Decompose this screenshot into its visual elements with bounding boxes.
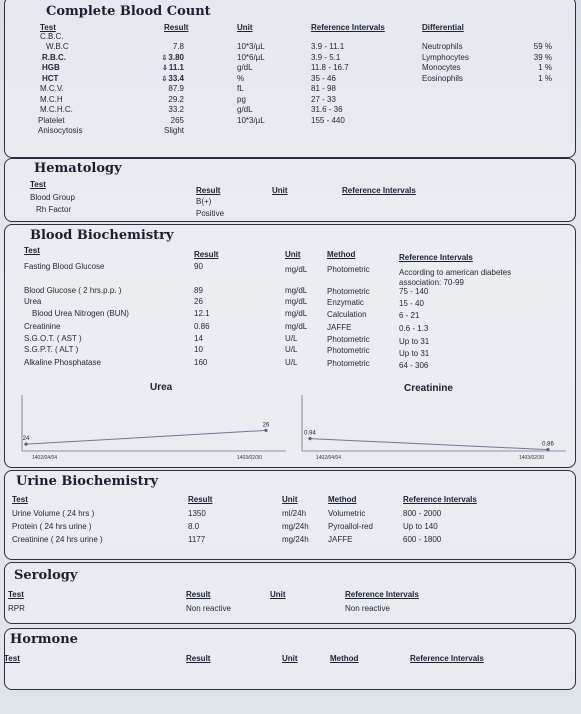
- hematology-blood-group-result: B(+): [196, 197, 212, 206]
- urine-unit: mg/24h: [282, 522, 309, 531]
- cbc-result-value: [152, 105, 184, 114]
- hormone-header-result: Result: [186, 654, 211, 663]
- fasting-glucose-ref-line1: According to american diabetes: [399, 268, 512, 277]
- chart-data-point: [546, 448, 549, 451]
- biochem-reference-interval: 75 - 140: [399, 287, 429, 296]
- differential-value: 1 %: [538, 63, 552, 72]
- biochem-reference-interval: 64 - 306: [399, 361, 429, 370]
- chart-data-label: 0.94: [304, 430, 316, 437]
- biochem-reference-interval: Up to 31: [399, 337, 430, 346]
- hematology-header-unit: Unit: [272, 186, 288, 195]
- serology-rpr-ref: Non reactive: [345, 604, 390, 613]
- biochem-result-value: 12.1: [194, 309, 210, 318]
- cbc-test-label: W.B.C: [46, 42, 69, 51]
- biochem-test-label: Blood Glucose ( 2 hrs.p.p. ): [24, 286, 122, 295]
- cbc-reference-interval: 81 - 98: [311, 84, 336, 93]
- biochem-unit: U/L: [285, 334, 298, 343]
- cbc-unit: %: [237, 73, 245, 83]
- biochem-method: Calculation: [327, 310, 367, 319]
- biochem-result-value: 10: [194, 345, 203, 354]
- chart-series-line: [310, 439, 548, 450]
- hematology-blood-group-label: Blood Group: [30, 193, 75, 202]
- chart-series-line: [26, 430, 266, 444]
- cbc-header-unit: Unit: [237, 23, 253, 32]
- chart-data-label: 26: [262, 422, 270, 429]
- cbc-test-label: Platelet: [38, 115, 65, 125]
- urine-header-method: Method: [328, 495, 357, 504]
- cbc-result-text: 33.2: [168, 105, 184, 114]
- low-flag-icon: ⇩: [161, 75, 168, 83]
- biochem-reference-interval: 0.6 - 1.3: [399, 324, 429, 333]
- biochem-method: Photometric: [327, 287, 370, 296]
- cbc-result-value: [152, 53, 184, 62]
- hematology-rh-factor-label: Rh Factor: [36, 205, 72, 214]
- cbc-result-text: 7.8: [172, 42, 184, 51]
- fasting-glucose-label: Fasting Blood Glucose: [24, 262, 105, 271]
- urine-unit: mg/24h: [282, 535, 309, 544]
- fasting-glucose-unit: mg/dL: [285, 265, 308, 274]
- biochem-header-unit: Unit: [285, 250, 301, 259]
- cbc-result-text: 87.9: [168, 84, 184, 93]
- biochem-result-value: 14: [194, 334, 203, 343]
- biochem-method: JAFFE: [327, 323, 352, 332]
- hematology-title: Hematology: [34, 161, 122, 176]
- cbc-result-text: 3.80: [168, 52, 184, 62]
- chart-x-tick-label: 1402/04/04: [32, 455, 58, 461]
- cbc-unit: g/dL: [237, 63, 253, 72]
- cbc-unit: g/dL: [237, 105, 253, 114]
- cbc-test-label: Anisocytosis: [38, 126, 83, 135]
- urine-header-unit: Unit: [282, 495, 298, 504]
- cbc-test-label: M.C.H.C.: [40, 105, 73, 114]
- serology-rpr-label: RPR: [8, 604, 25, 613]
- differential-value: 39 %: [533, 52, 552, 62]
- cbc-test-label: HGB: [42, 63, 60, 72]
- cbc-test-label: M.C.V.: [40, 84, 64, 93]
- biochem-method: Photometric: [327, 359, 370, 368]
- chart-x-tick-label: 1402/04/04: [316, 455, 342, 461]
- hormone-header-test: Test: [4, 654, 20, 663]
- cbc-reference-interval: 155 - 440: [311, 115, 345, 125]
- cbc-reference-interval: 11.8 - 16.7: [311, 63, 349, 72]
- chart-data-point: [264, 429, 267, 432]
- cbc-result-text: 265: [170, 115, 184, 125]
- biochem-unit: mg/dL: [285, 286, 308, 295]
- biochem-header-method: Method: [327, 250, 356, 259]
- biochem-test-label: S.G.O.T. ( AST ): [24, 334, 82, 343]
- biochem-test-label: S.G.P.T. ( ALT ): [24, 345, 79, 354]
- urine-method: Volumetric: [328, 509, 366, 518]
- urine-unit: ml/24h: [282, 509, 307, 518]
- creatinine-chart: [300, 395, 570, 465]
- cbc-test-label: R.B.C.: [42, 52, 66, 62]
- cbc-section: [4, 0, 576, 158]
- urine-result-value: 1177: [188, 535, 206, 544]
- cbc-unit: pg: [237, 94, 246, 104]
- biochem-result-value: 26: [194, 297, 203, 306]
- biochem-test-label: Creatinine: [24, 322, 61, 331]
- cbc-result-value: [152, 95, 184, 104]
- cbc-test-label: M.C.H: [40, 94, 63, 104]
- cbc-title: Complete Blood Count: [46, 4, 211, 19]
- cbc-header-ref: Reference Intervals: [311, 23, 385, 32]
- cbc-result-value: [152, 116, 184, 125]
- cbc-unit: fL: [237, 84, 244, 93]
- urine-header-test: Test: [12, 495, 28, 504]
- chart-x-tick-label: 1403/02/30: [236, 455, 262, 461]
- biochem-method: Photometric: [327, 346, 370, 355]
- urine-reference-interval: Up to 140: [403, 522, 438, 531]
- serology-header-result: Result: [186, 590, 211, 599]
- serology-header-ref: Reference Intervals: [345, 590, 419, 599]
- hematology-rh-factor-result: Positive: [196, 209, 225, 218]
- serology-title: Serology: [14, 568, 78, 583]
- differential-name: Eosinophils: [422, 73, 463, 83]
- low-flag-icon: ⇩: [161, 65, 168, 72]
- biochem-unit: U/L: [285, 358, 298, 367]
- cbc-result-value: [152, 74, 184, 83]
- urine-method: Pyroallol-red: [328, 522, 373, 531]
- biochem-header-result: Result: [194, 250, 219, 259]
- differential-value: 59 %: [533, 42, 552, 51]
- chart-data-point: [24, 443, 27, 446]
- urine-result-value: 8.0: [188, 522, 200, 531]
- biochem-reference-interval: Up to 31: [399, 349, 430, 358]
- biochem-reference-interval: 6 - 21: [399, 311, 420, 320]
- biochem-unit: mg/dL: [285, 297, 308, 306]
- urine-method: JAFFE: [328, 535, 353, 544]
- urine-header-ref: Reference Intervals: [403, 495, 477, 504]
- biochem-result-value: 89: [194, 286, 203, 295]
- serology-header-test: Test: [8, 590, 24, 599]
- fasting-glucose-method: Photometric: [327, 265, 370, 274]
- biochem-test-label: Blood Urea Nitrogen (BUN): [32, 309, 129, 318]
- cbc-unit: 10*6/µL: [237, 52, 265, 62]
- chart-data-point: [308, 437, 311, 440]
- fasting-glucose-ref-line2: association: 70-99: [399, 278, 464, 287]
- cbc-result-text: 29.2: [168, 94, 184, 104]
- biochem-unit: U/L: [285, 345, 298, 354]
- hormone-title: Hormone: [10, 632, 78, 647]
- hormone-header-method: Method: [330, 654, 359, 663]
- cbc-reference-interval: 27 - 33: [311, 94, 336, 104]
- biochem-method: Photometric: [327, 335, 370, 344]
- cbc-reference-interval: 31.6 - 36: [311, 105, 343, 114]
- differential-name: Lymphocytes: [422, 52, 469, 62]
- biochem-header-ref: Reference Intervals: [399, 253, 473, 262]
- cbc-unit: 10*3/µL: [237, 115, 265, 125]
- serology-rpr-result: Non reactive: [186, 604, 231, 613]
- biochem-reference-interval: 15 - 40: [399, 299, 424, 308]
- cbc-reference-interval: 35 - 46: [311, 73, 336, 83]
- hormone-header-unit: Unit: [282, 654, 298, 663]
- hematology-header-test: Test: [30, 180, 46, 189]
- differential-name: Neutrophils: [422, 42, 463, 51]
- urine-test-label: Urine Volume ( 24 hrs ): [12, 509, 95, 518]
- cbc-header-test: Test: [40, 23, 56, 32]
- urine-test-label: Creatinine ( 24 hrs urine ): [12, 535, 103, 544]
- cbc-header-result: Result: [164, 23, 189, 32]
- biochem-test-label: Urea: [24, 297, 42, 306]
- serology-header-unit: Unit: [270, 590, 286, 599]
- biochem-result-value: 0.86: [194, 322, 210, 331]
- hematology-header-ref: Reference Intervals: [342, 186, 416, 195]
- urine-test-label: Protein ( 24 hrs urine ): [12, 522, 92, 531]
- cbc-reference-interval: 3.9 - 11.1: [311, 42, 345, 51]
- urea-chart-title: Urea: [150, 382, 173, 393]
- biochem-header-test: Test: [24, 246, 40, 255]
- urine-header-result: Result: [188, 495, 213, 504]
- cbc-result-value: [152, 42, 184, 51]
- urea-chart: [20, 395, 290, 465]
- biochem-result-value: 160: [194, 358, 208, 367]
- hormone-header-ref: Reference Intervals: [410, 654, 484, 663]
- cbc-header-differential: Differential: [422, 23, 464, 32]
- cbc-result-value: [152, 126, 184, 135]
- hematology-header-result: Result: [196, 186, 221, 195]
- cbc-result-text: Slight: [163, 126, 184, 135]
- cbc-result-text: 11.1: [168, 63, 184, 72]
- chart-data-label: 0.86: [542, 441, 554, 448]
- fasting-glucose-result: 90: [194, 262, 203, 271]
- urine-title: Urine Biochemistry: [16, 474, 159, 489]
- urine-result-value: 1350: [188, 509, 206, 518]
- biochem-method: Enzymatic: [327, 298, 364, 307]
- creatinine-chart-title: Creatinine: [404, 383, 453, 394]
- chart-data-label: 24: [22, 436, 30, 443]
- biochem-test-label: Alkaline Phosphatase: [24, 358, 101, 367]
- biochemistry-title: Blood Biochemistry: [30, 228, 174, 243]
- biochem-unit: mg/dL: [285, 322, 308, 331]
- cbc-unit: 10*3/µL: [237, 42, 265, 51]
- cbc-reference-interval: 3.9 - 5.1: [311, 52, 341, 62]
- serology-section: [4, 562, 576, 624]
- urine-reference-interval: 800 - 2000: [403, 509, 442, 518]
- chart-x-tick-label: 1403/02/30: [518, 455, 544, 461]
- urine-reference-interval: 600 - 1800: [403, 535, 442, 544]
- biochem-unit: mg/dL: [285, 309, 308, 318]
- cbc-result-value: [152, 84, 184, 93]
- cbc-result-text: 33.4: [168, 73, 184, 83]
- differential-value: 1 %: [538, 73, 552, 83]
- cbc-result-value: [152, 63, 184, 72]
- cbc-test-label: HCT: [42, 73, 59, 83]
- cbc-group-label: C.B.C.: [40, 32, 64, 41]
- differential-name: Monocytes: [422, 63, 461, 72]
- low-flag-icon: ⇩: [161, 54, 168, 62]
